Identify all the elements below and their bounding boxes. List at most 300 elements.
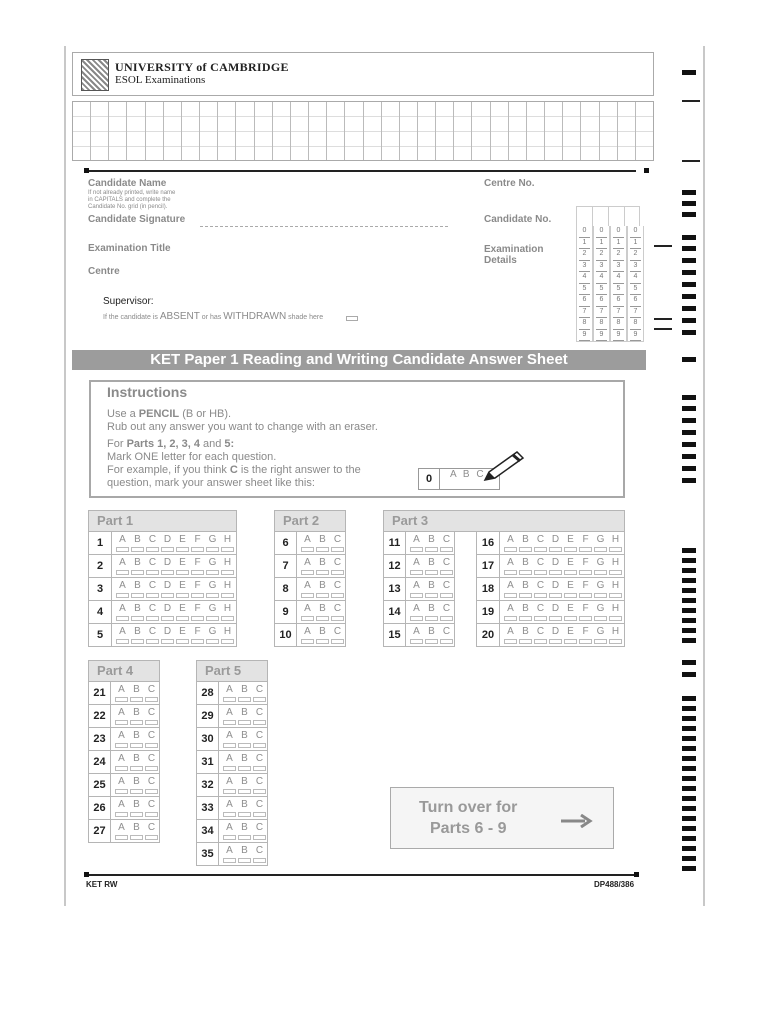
digit-bubble[interactable]: 1 bbox=[579, 238, 590, 250]
answer-bubble-b[interactable]: B bbox=[129, 728, 144, 748]
answer-options bbox=[405, 555, 454, 577]
answer-bubble-b[interactable]: B bbox=[129, 820, 144, 840]
answer-bubble-e[interactable]: E bbox=[175, 601, 190, 621]
answer-options bbox=[218, 682, 267, 704]
answer-bubble-a[interactable]: A bbox=[114, 682, 129, 702]
timing-mark bbox=[682, 660, 696, 665]
answer-bubble-a[interactable]: A bbox=[114, 751, 129, 771]
answer-bubble-g[interactable]: G bbox=[205, 601, 220, 621]
answer-bubble-h[interactable]: H bbox=[220, 624, 235, 644]
digit-bubble[interactable]: 0 bbox=[613, 226, 624, 238]
question-number: 12 bbox=[388, 560, 401, 572]
digit-bubble[interactable]: 6 bbox=[579, 295, 590, 307]
answer-bubble-c[interactable]: C bbox=[145, 601, 160, 621]
answer-bubble-g[interactable]: G bbox=[205, 555, 220, 575]
timing-mark bbox=[682, 548, 696, 553]
answer-bubble-a[interactable]: A bbox=[222, 705, 237, 725]
answer-bubble-g[interactable]: G bbox=[593, 555, 608, 575]
answer-bubble-c[interactable]: C bbox=[252, 728, 267, 748]
answer-bubble-e[interactable]: E bbox=[563, 532, 578, 552]
answer-bubble-a[interactable]: A bbox=[409, 532, 424, 552]
answer-options bbox=[111, 578, 235, 600]
answer-bubble-d[interactable]: D bbox=[548, 555, 563, 575]
answer-bubble-d[interactable]: D bbox=[160, 624, 175, 644]
answer-bubble-a[interactable]: A bbox=[114, 797, 129, 817]
timing-mark bbox=[682, 442, 696, 447]
question-number: 21 bbox=[93, 687, 106, 699]
answer-bubble-a[interactable]: A bbox=[300, 532, 315, 552]
answer-bubble-c[interactable]: C bbox=[145, 578, 160, 598]
answer-bubble-a[interactable]: A bbox=[115, 578, 130, 598]
answer-options bbox=[499, 601, 623, 623]
answer-bubble-b[interactable]: B bbox=[424, 532, 439, 552]
digit-bubble[interactable]: 1 bbox=[630, 238, 641, 250]
question-number: 33 bbox=[201, 802, 214, 814]
answer-bubble-a[interactable]: A bbox=[115, 532, 130, 552]
timing-mark bbox=[682, 330, 696, 335]
answer-options bbox=[499, 624, 623, 646]
digit-bubble[interactable]: 7 bbox=[596, 307, 607, 319]
answer-bubble-c[interactable]: C bbox=[144, 705, 159, 725]
digit-bubble[interactable]: 4 bbox=[579, 272, 590, 284]
university-name: UNIVERSITY of CAMBRIDGE bbox=[115, 60, 289, 74]
part3-question-row bbox=[476, 555, 625, 578]
answer-bubble-a[interactable]: A bbox=[300, 601, 315, 621]
digit-bubble[interactable]: 2 bbox=[630, 249, 641, 261]
digit-bubble[interactable]: 3 bbox=[596, 261, 607, 273]
digit-bubble[interactable]: 9 bbox=[613, 330, 624, 342]
answer-bubble-c[interactable]: C bbox=[144, 774, 159, 794]
answer-options bbox=[218, 820, 267, 842]
answer-bubble-f[interactable]: F bbox=[190, 578, 205, 598]
signature-line[interactable] bbox=[200, 226, 448, 227]
answer-bubble-c[interactable]: C bbox=[533, 624, 548, 644]
part2-question-row bbox=[274, 601, 346, 624]
answer-bubble-c[interactable]: C bbox=[439, 532, 454, 552]
answer-bubble-c[interactable]: C bbox=[144, 751, 159, 771]
part5-question-row bbox=[196, 728, 268, 751]
answer-bubble-a[interactable]: A bbox=[222, 797, 237, 817]
answer-bubble-h[interactable]: H bbox=[608, 601, 623, 621]
answer-bubble-c[interactable]: C bbox=[533, 578, 548, 598]
digit-bubble[interactable]: 5 bbox=[596, 284, 607, 296]
answer-bubble-c[interactable]: C bbox=[330, 624, 345, 644]
answer-bubble-a[interactable]: A bbox=[409, 601, 424, 621]
absent-shade-box[interactable] bbox=[346, 316, 358, 321]
question-number: 6 bbox=[282, 537, 289, 549]
timing-mark bbox=[682, 395, 696, 400]
digit-bubble[interactable]: 8 bbox=[579, 318, 590, 330]
answer-bubble-b[interactable]: B bbox=[518, 532, 533, 552]
answer-bubble-c[interactable]: C bbox=[145, 624, 160, 644]
answer-bubble-g[interactable]: G bbox=[593, 532, 608, 552]
answer-bubble-c[interactable]: C bbox=[439, 555, 454, 575]
timing-line bbox=[682, 160, 700, 162]
answer-bubble-e[interactable]: E bbox=[175, 578, 190, 598]
footer-code-left: KET RW bbox=[86, 880, 118, 889]
answer-bubble-c[interactable]: C bbox=[252, 820, 267, 840]
exam-title-label: Examination Title bbox=[88, 243, 171, 254]
answer-bubble-f[interactable]: F bbox=[190, 555, 205, 575]
digit-bubble[interactable]: 5 bbox=[613, 284, 624, 296]
question-number: 28 bbox=[201, 687, 214, 699]
answer-options bbox=[218, 728, 267, 750]
digit-bubble[interactable]: 3 bbox=[613, 261, 624, 273]
candidate-no-boxes[interactable] bbox=[576, 206, 640, 226]
answer-bubble-b[interactable]: B bbox=[129, 705, 144, 725]
question-number: 16 bbox=[481, 537, 495, 549]
timing-line bbox=[682, 100, 700, 102]
timing-mark bbox=[682, 558, 696, 563]
answer-bubble-e[interactable]: E bbox=[563, 555, 578, 575]
answer-bubble-b[interactable]: B bbox=[129, 751, 144, 771]
answer-bubble-c[interactable]: C bbox=[533, 532, 548, 552]
answer-bubble-a[interactable]: A bbox=[114, 705, 129, 725]
question-number: 4 bbox=[96, 606, 104, 618]
question-number: 3 bbox=[96, 583, 104, 595]
answer-bubble-c[interactable]: C bbox=[330, 601, 345, 621]
digit-bubble[interactable]: 1 bbox=[613, 238, 624, 250]
exam-board: ESOL Examinations bbox=[115, 74, 206, 86]
answer-bubble-a[interactable]: A bbox=[115, 601, 130, 621]
answer-bubble-b[interactable]: B bbox=[315, 578, 330, 598]
digit-bubble[interactable]: 2 bbox=[613, 249, 624, 261]
part4-block bbox=[88, 660, 160, 843]
part5-question-row bbox=[196, 751, 268, 774]
question-number: 17 bbox=[481, 560, 495, 572]
answer-bubble-c[interactable]: C bbox=[439, 578, 454, 598]
answer-bubble-h[interactable]: H bbox=[608, 532, 623, 552]
answer-bubble-b[interactable]: B bbox=[130, 532, 145, 552]
answer-options bbox=[111, 532, 235, 554]
answer-options bbox=[110, 728, 159, 750]
answer-bubble-b[interactable]: B bbox=[130, 624, 145, 644]
answer-bubble-g[interactable]: G bbox=[205, 532, 220, 552]
answer-bubble-e[interactable]: E bbox=[175, 555, 190, 575]
answer-bubble-c[interactable]: C bbox=[252, 682, 267, 702]
answer-bubble-b[interactable]: B bbox=[237, 797, 252, 817]
digit-bubble[interactable]: 1 bbox=[596, 238, 607, 250]
answer-bubble-c[interactable]: C bbox=[252, 751, 267, 771]
digit-bubble[interactable]: 6 bbox=[596, 295, 607, 307]
answer-bubble-b[interactable]: B bbox=[315, 601, 330, 621]
answer-bubble-d[interactable]: D bbox=[548, 601, 563, 621]
part5-heading: Part 5 bbox=[196, 660, 268, 682]
digit-bubble[interactable]: 6 bbox=[613, 295, 624, 307]
right-arrow-icon bbox=[559, 814, 593, 828]
sheet-right-edge bbox=[703, 46, 705, 906]
answer-bubble-h[interactable]: H bbox=[608, 624, 623, 644]
pencil-icon bbox=[479, 450, 527, 484]
answer-options bbox=[296, 624, 345, 646]
answer-bubble-c[interactable]: C bbox=[252, 843, 267, 863]
answer-bubble-b[interactable]: B bbox=[518, 624, 533, 644]
part2-question-row bbox=[274, 624, 346, 647]
digit-bubble[interactable]: 5 bbox=[630, 284, 641, 296]
answer-options bbox=[296, 578, 345, 600]
instructions-text: Use a PENCIL (B or HB). Rub out any answer you want to change with an eraser. For Parts 1, 2, 3, 4 and 5: Mark ONE letter for each question. For example, if you think C is the right answer to the question, mark your answer sheet like this: bbox=[107, 408, 378, 489]
answer-bubble-b[interactable]: B bbox=[315, 532, 330, 552]
part3-question-row bbox=[383, 601, 455, 624]
digit-bubble[interactable]: 4 bbox=[613, 272, 624, 284]
timing-mark bbox=[682, 736, 696, 741]
digit-bubble[interactable]: 8 bbox=[630, 318, 641, 330]
digit-bubble[interactable]: 9 bbox=[579, 330, 590, 342]
answer-bubble-g[interactable]: G bbox=[205, 624, 220, 644]
answer-bubble-d[interactable]: D bbox=[548, 624, 563, 644]
divider-marker bbox=[634, 872, 639, 877]
sheet-left-edge bbox=[64, 46, 66, 906]
answer-bubble-b[interactable]: B bbox=[237, 774, 252, 794]
answer-bubble-b[interactable]: B bbox=[237, 728, 252, 748]
timing-mark bbox=[682, 466, 696, 471]
candidate-name-grid[interactable] bbox=[72, 101, 654, 161]
answer-bubble-f[interactable]: F bbox=[578, 578, 593, 598]
answer-bubble-a[interactable]: A bbox=[115, 555, 130, 575]
name-note: If not already printed, write name in CAPITALS and complete the Candidate No. grid (in pencil). bbox=[88, 190, 176, 210]
candidate-name-label: Candidate Name bbox=[88, 178, 167, 189]
answer-bubble-b[interactable]: B bbox=[130, 578, 145, 598]
answer-bubble-b[interactable]: B bbox=[424, 624, 439, 644]
answer-bubble-b[interactable]: B bbox=[237, 820, 252, 840]
answer-bubble-a[interactable]: A bbox=[222, 843, 237, 863]
part4-question-row bbox=[88, 797, 160, 820]
divider-marker bbox=[84, 872, 89, 877]
answer-bubble-a[interactable]: A bbox=[409, 555, 424, 575]
timing-mark bbox=[682, 294, 696, 299]
answer-bubble-b[interactable]: B bbox=[130, 601, 145, 621]
digit-bubble[interactable]: 4 bbox=[630, 272, 641, 284]
answer-bubble-c[interactable]: C bbox=[330, 532, 345, 552]
answer-bubble-e[interactable]: E bbox=[563, 601, 578, 621]
answer-bubble-c[interactable]: C bbox=[533, 555, 548, 575]
answer-bubble-g[interactable]: G bbox=[205, 578, 220, 598]
answer-bubble-b[interactable]: B bbox=[129, 774, 144, 794]
divider-marker bbox=[644, 168, 649, 173]
timing-mark bbox=[682, 716, 696, 721]
answer-bubble-b[interactable]: B bbox=[237, 682, 252, 702]
answer-bubble-c[interactable]: C bbox=[330, 555, 345, 575]
answer-options bbox=[110, 705, 159, 727]
centre-label: Centre bbox=[88, 266, 120, 277]
question-number: 29 bbox=[201, 710, 214, 722]
answer-bubble-d[interactable]: D bbox=[160, 555, 175, 575]
answer-options bbox=[218, 797, 267, 819]
answer-bubble-e[interactable]: E bbox=[563, 624, 578, 644]
question-number: 23 bbox=[93, 733, 106, 745]
timing-line bbox=[654, 318, 672, 320]
timing-mark bbox=[682, 190, 696, 195]
answer-bubble-b[interactable]: B bbox=[315, 624, 330, 644]
answer-bubble-e[interactable]: E bbox=[175, 624, 190, 644]
digit-bubble[interactable]: 8 bbox=[596, 318, 607, 330]
header-box bbox=[72, 52, 654, 96]
timing-mark bbox=[682, 70, 696, 75]
answer-bubble-a[interactable]: A bbox=[222, 820, 237, 840]
answer-options bbox=[110, 682, 159, 704]
answer-bubble-a[interactable]: A bbox=[300, 555, 315, 575]
answer-bubble-b[interactable]: B bbox=[237, 843, 252, 863]
answer-bubble-b[interactable]: B bbox=[518, 601, 533, 621]
answer-bubble-d[interactable]: D bbox=[548, 532, 563, 552]
answer-bubble-b[interactable]: B bbox=[130, 555, 145, 575]
digit-bubble[interactable]: 0 bbox=[630, 226, 641, 238]
digit-bubble[interactable]: 3 bbox=[579, 261, 590, 273]
answer-options bbox=[405, 578, 454, 600]
question-number: 10 bbox=[279, 629, 292, 641]
answer-bubble-a[interactable]: A bbox=[503, 578, 518, 598]
digit-bubble[interactable]: 7 bbox=[613, 307, 624, 319]
question-number: 5 bbox=[96, 629, 104, 641]
answer-bubble-a[interactable]: A bbox=[503, 624, 518, 644]
turn-over-line1: Turn over for bbox=[419, 799, 518, 816]
answer-bubble-h[interactable]: H bbox=[220, 555, 235, 575]
answer-bubble-a[interactable]: A bbox=[114, 820, 129, 840]
answer-bubble-c[interactable]: C bbox=[145, 532, 160, 552]
answer-bubble-a[interactable]: A bbox=[409, 624, 424, 644]
centre-no-label: Centre No. bbox=[484, 178, 535, 189]
question-number: 31 bbox=[201, 756, 214, 768]
digit-bubble[interactable]: 9 bbox=[596, 330, 607, 342]
digit-bubble[interactable]: 5 bbox=[579, 284, 590, 296]
answer-options bbox=[110, 797, 159, 819]
answer-bubble-f[interactable]: F bbox=[578, 624, 593, 644]
answer-bubble-a[interactable]: A bbox=[300, 578, 315, 598]
answer-bubble-e[interactable]: E bbox=[175, 532, 190, 552]
answer-bubble-b[interactable]: B bbox=[237, 705, 252, 725]
answer-bubble-a[interactable]: A bbox=[114, 774, 129, 794]
answer-bubble-a[interactable]: A bbox=[503, 601, 518, 621]
answer-bubble-b[interactable]: B bbox=[424, 601, 439, 621]
digit-bubble[interactable]: 7 bbox=[630, 307, 641, 319]
answer-bubble-c[interactable]: C bbox=[439, 601, 454, 621]
part3-question-row bbox=[383, 555, 455, 578]
answer-bubble-c[interactable]: C bbox=[144, 728, 159, 748]
candidate-no-digit-grid[interactable] bbox=[576, 226, 644, 342]
answer-bubble-b[interactable]: B bbox=[129, 682, 144, 702]
part1-question-row bbox=[88, 601, 237, 624]
timing-mark bbox=[682, 796, 696, 801]
answer-sheet-title: KET Paper 1 Reading and Writing Candidate Answer Sheet bbox=[72, 350, 646, 370]
answer-bubble-b[interactable]: B bbox=[237, 751, 252, 771]
timing-mark bbox=[682, 746, 696, 751]
digit-bubble[interactable]: 4 bbox=[596, 272, 607, 284]
part3-block bbox=[383, 510, 625, 532]
digit-bubble[interactable]: 6 bbox=[630, 295, 641, 307]
part1-heading: Part 1 bbox=[88, 510, 237, 532]
digit-bubble[interactable]: 8 bbox=[613, 318, 624, 330]
answer-bubble-d[interactable]: D bbox=[160, 532, 175, 552]
answer-bubble-h[interactable]: H bbox=[220, 601, 235, 621]
answer-bubble-b[interactable]: B bbox=[129, 797, 144, 817]
answer-bubble-c[interactable]: C bbox=[145, 555, 160, 575]
answer-bubble-d[interactable]: D bbox=[160, 601, 175, 621]
answer-bubble-c[interactable]: C bbox=[144, 797, 159, 817]
answer-bubble-c[interactable]: C bbox=[439, 624, 454, 644]
answer-bubble-a[interactable]: A bbox=[222, 751, 237, 771]
answer-bubble-c[interactable]: C bbox=[533, 601, 548, 621]
instructions-heading: Instructions bbox=[107, 384, 188, 400]
answer-bubble-h[interactable]: H bbox=[608, 555, 623, 575]
answer-bubble-b[interactable]: B bbox=[315, 555, 330, 575]
answer-options bbox=[499, 578, 623, 600]
answer-bubble-f[interactable]: F bbox=[578, 555, 593, 575]
answer-bubble-a[interactable]: A bbox=[222, 774, 237, 794]
digit-bubble[interactable]: 7 bbox=[579, 307, 590, 319]
answer-bubble-a[interactable]: A bbox=[503, 532, 518, 552]
answer-bubble-h[interactable]: H bbox=[220, 532, 235, 552]
answer-bubble-c[interactable]: C bbox=[252, 774, 267, 794]
answer-bubble-f[interactable]: F bbox=[190, 624, 205, 644]
answer-bubble-a[interactable]: A bbox=[115, 624, 130, 644]
timing-mark bbox=[682, 856, 696, 861]
answer-bubble-d[interactable]: D bbox=[548, 578, 563, 598]
answer-bubble-a[interactable]: A bbox=[222, 728, 237, 748]
answer-bubble-a[interactable]: A bbox=[503, 555, 518, 575]
answer-bubble-f[interactable]: F bbox=[190, 532, 205, 552]
answer-bubble-c[interactable]: C bbox=[144, 682, 159, 702]
answer-options bbox=[110, 751, 159, 773]
answer-bubble-a[interactable]: A bbox=[222, 682, 237, 702]
answer-bubble-b[interactable]: B bbox=[518, 555, 533, 575]
answer-bubble-c[interactable]: C bbox=[252, 797, 267, 817]
answer-bubble-f[interactable]: F bbox=[190, 601, 205, 621]
timing-mark bbox=[682, 588, 696, 593]
answer-options bbox=[111, 601, 235, 623]
answer-options bbox=[218, 843, 267, 865]
answer-bubble-b[interactable]: B bbox=[424, 578, 439, 598]
answer-bubble-e[interactable]: E bbox=[563, 578, 578, 598]
timing-mark bbox=[682, 618, 696, 623]
answer-bubble-a[interactable]: A bbox=[409, 578, 424, 598]
digit-bubble[interactable]: 2 bbox=[596, 249, 607, 261]
answer-bubble-g[interactable]: G bbox=[593, 624, 608, 644]
question-number: 19 bbox=[481, 606, 495, 618]
answer-options bbox=[405, 624, 454, 646]
supervisor-label: Supervisor: bbox=[103, 296, 154, 307]
answer-bubble-b[interactable]: B bbox=[424, 555, 439, 575]
answer-bubble-h[interactable]: H bbox=[608, 578, 623, 598]
part5-question-row bbox=[196, 682, 268, 705]
part5-block bbox=[196, 660, 268, 866]
answer-bubble-g[interactable]: G bbox=[593, 601, 608, 621]
answer-bubble-d[interactable]: D bbox=[160, 578, 175, 598]
answer-bubble-h[interactable]: H bbox=[220, 578, 235, 598]
timing-mark bbox=[682, 766, 696, 771]
answer-bubble-f[interactable]: F bbox=[578, 532, 593, 552]
answer-bubble-c[interactable]: C bbox=[330, 578, 345, 598]
answer-bubble-a[interactable]: A bbox=[300, 624, 315, 644]
answer-bubble-b[interactable]: B bbox=[518, 578, 533, 598]
candidate-signature-label: Candidate Signature bbox=[88, 214, 186, 225]
timing-mark bbox=[682, 246, 696, 251]
question-number: 2 bbox=[96, 560, 104, 572]
answer-bubble-c[interactable]: C bbox=[252, 705, 267, 725]
answer-bubble-f[interactable]: F bbox=[578, 601, 593, 621]
timing-mark bbox=[682, 282, 696, 287]
digit-bubble[interactable]: 9 bbox=[630, 330, 641, 342]
answer-bubble-g[interactable]: G bbox=[593, 578, 608, 598]
digit-bubble[interactable]: 0 bbox=[579, 226, 590, 238]
digit-bubble[interactable]: 0 bbox=[596, 226, 607, 238]
part4-question-row bbox=[88, 705, 160, 728]
header-divider bbox=[86, 170, 636, 172]
digit-bubble[interactable]: 2 bbox=[579, 249, 590, 261]
digit-bubble[interactable]: 3 bbox=[630, 261, 641, 273]
answer-bubble-a[interactable]: A bbox=[114, 728, 129, 748]
answer-bubble-c[interactable]: C bbox=[144, 820, 159, 840]
question-number: 15 bbox=[388, 629, 401, 641]
